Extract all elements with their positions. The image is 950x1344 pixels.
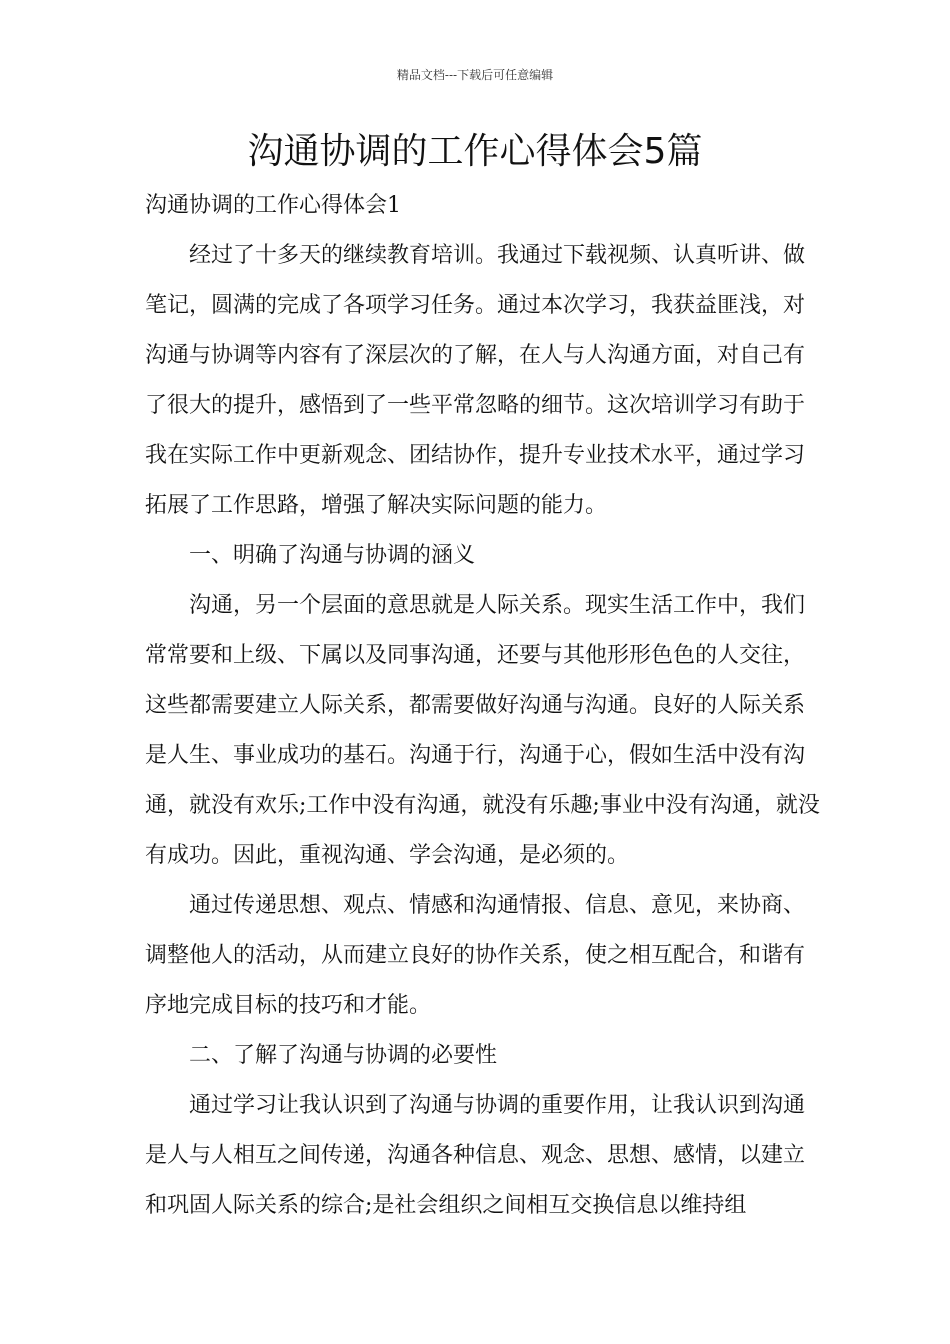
paragraph-4: 通过学习让我认识到了沟通与协调的重要作用，让我认识到沟通是人与人相互之间传递，沟通各种信息、观念、思想、感情，以建立和巩固人际关系的综合;是社会组织之间相互交换信息以维持组 — [145, 1093, 806, 1218]
section-heading-2: 二、了解了沟通与协调的必要性 — [189, 1043, 498, 1068]
section-subtitle: 沟通协调的工作心得体会1 — [145, 193, 401, 218]
document-body — [145, 181, 825, 1231]
paragraph-2: 沟通，另一个层面的意思就是人际关系。现实生活工作中，我们常常要和上级、下属以及同事沟通，还要与其他形形色色的人交往，这些都需要建立人际关系，都需要做好沟通与沟通。良好的人际关系是人生、事业成功的基石。沟通于行，沟通于心，假如生活中没有沟通，就没有欢乐;工作中没有沟通，就没有乐趣;事业中没有沟通，就没有成功。因此，重视沟通、学会沟通，是必须的。 — [145, 593, 820, 868]
header-note: 精品文档---下载后可任意编辑 — [396, 68, 554, 82]
paragraph-3: 通过传递思想、观点、情感和沟通情报、信息、意见，来协商、调整他人的活动，从而建立良好的协作关系，使之相互配合，和谐有序地完成目标的技巧和才能。 — [145, 893, 806, 1018]
paragraph-1: 经过了十多天的继续教育培训。我通过下载视频、认真听讲、做笔记，圆满的完成了各项学习任务。通过本次学习，我获益匪浅，对沟通与协调等内容有了深层次的了解，在人与人沟通方面，对自己有了很大的提升，感悟到了一些平常忽略的细节。这次培训学习有助于我在实际工作中更新观念、团结协作，提升专业技术水平，通过学习拓展了工作思路，增强了解决实际问题的能力。 — [145, 243, 806, 518]
section-heading-1: 一、明确了沟通与协调的涵义 — [189, 543, 476, 568]
document-title: 沟通协调的工作心得体会5篇 — [247, 131, 703, 172]
